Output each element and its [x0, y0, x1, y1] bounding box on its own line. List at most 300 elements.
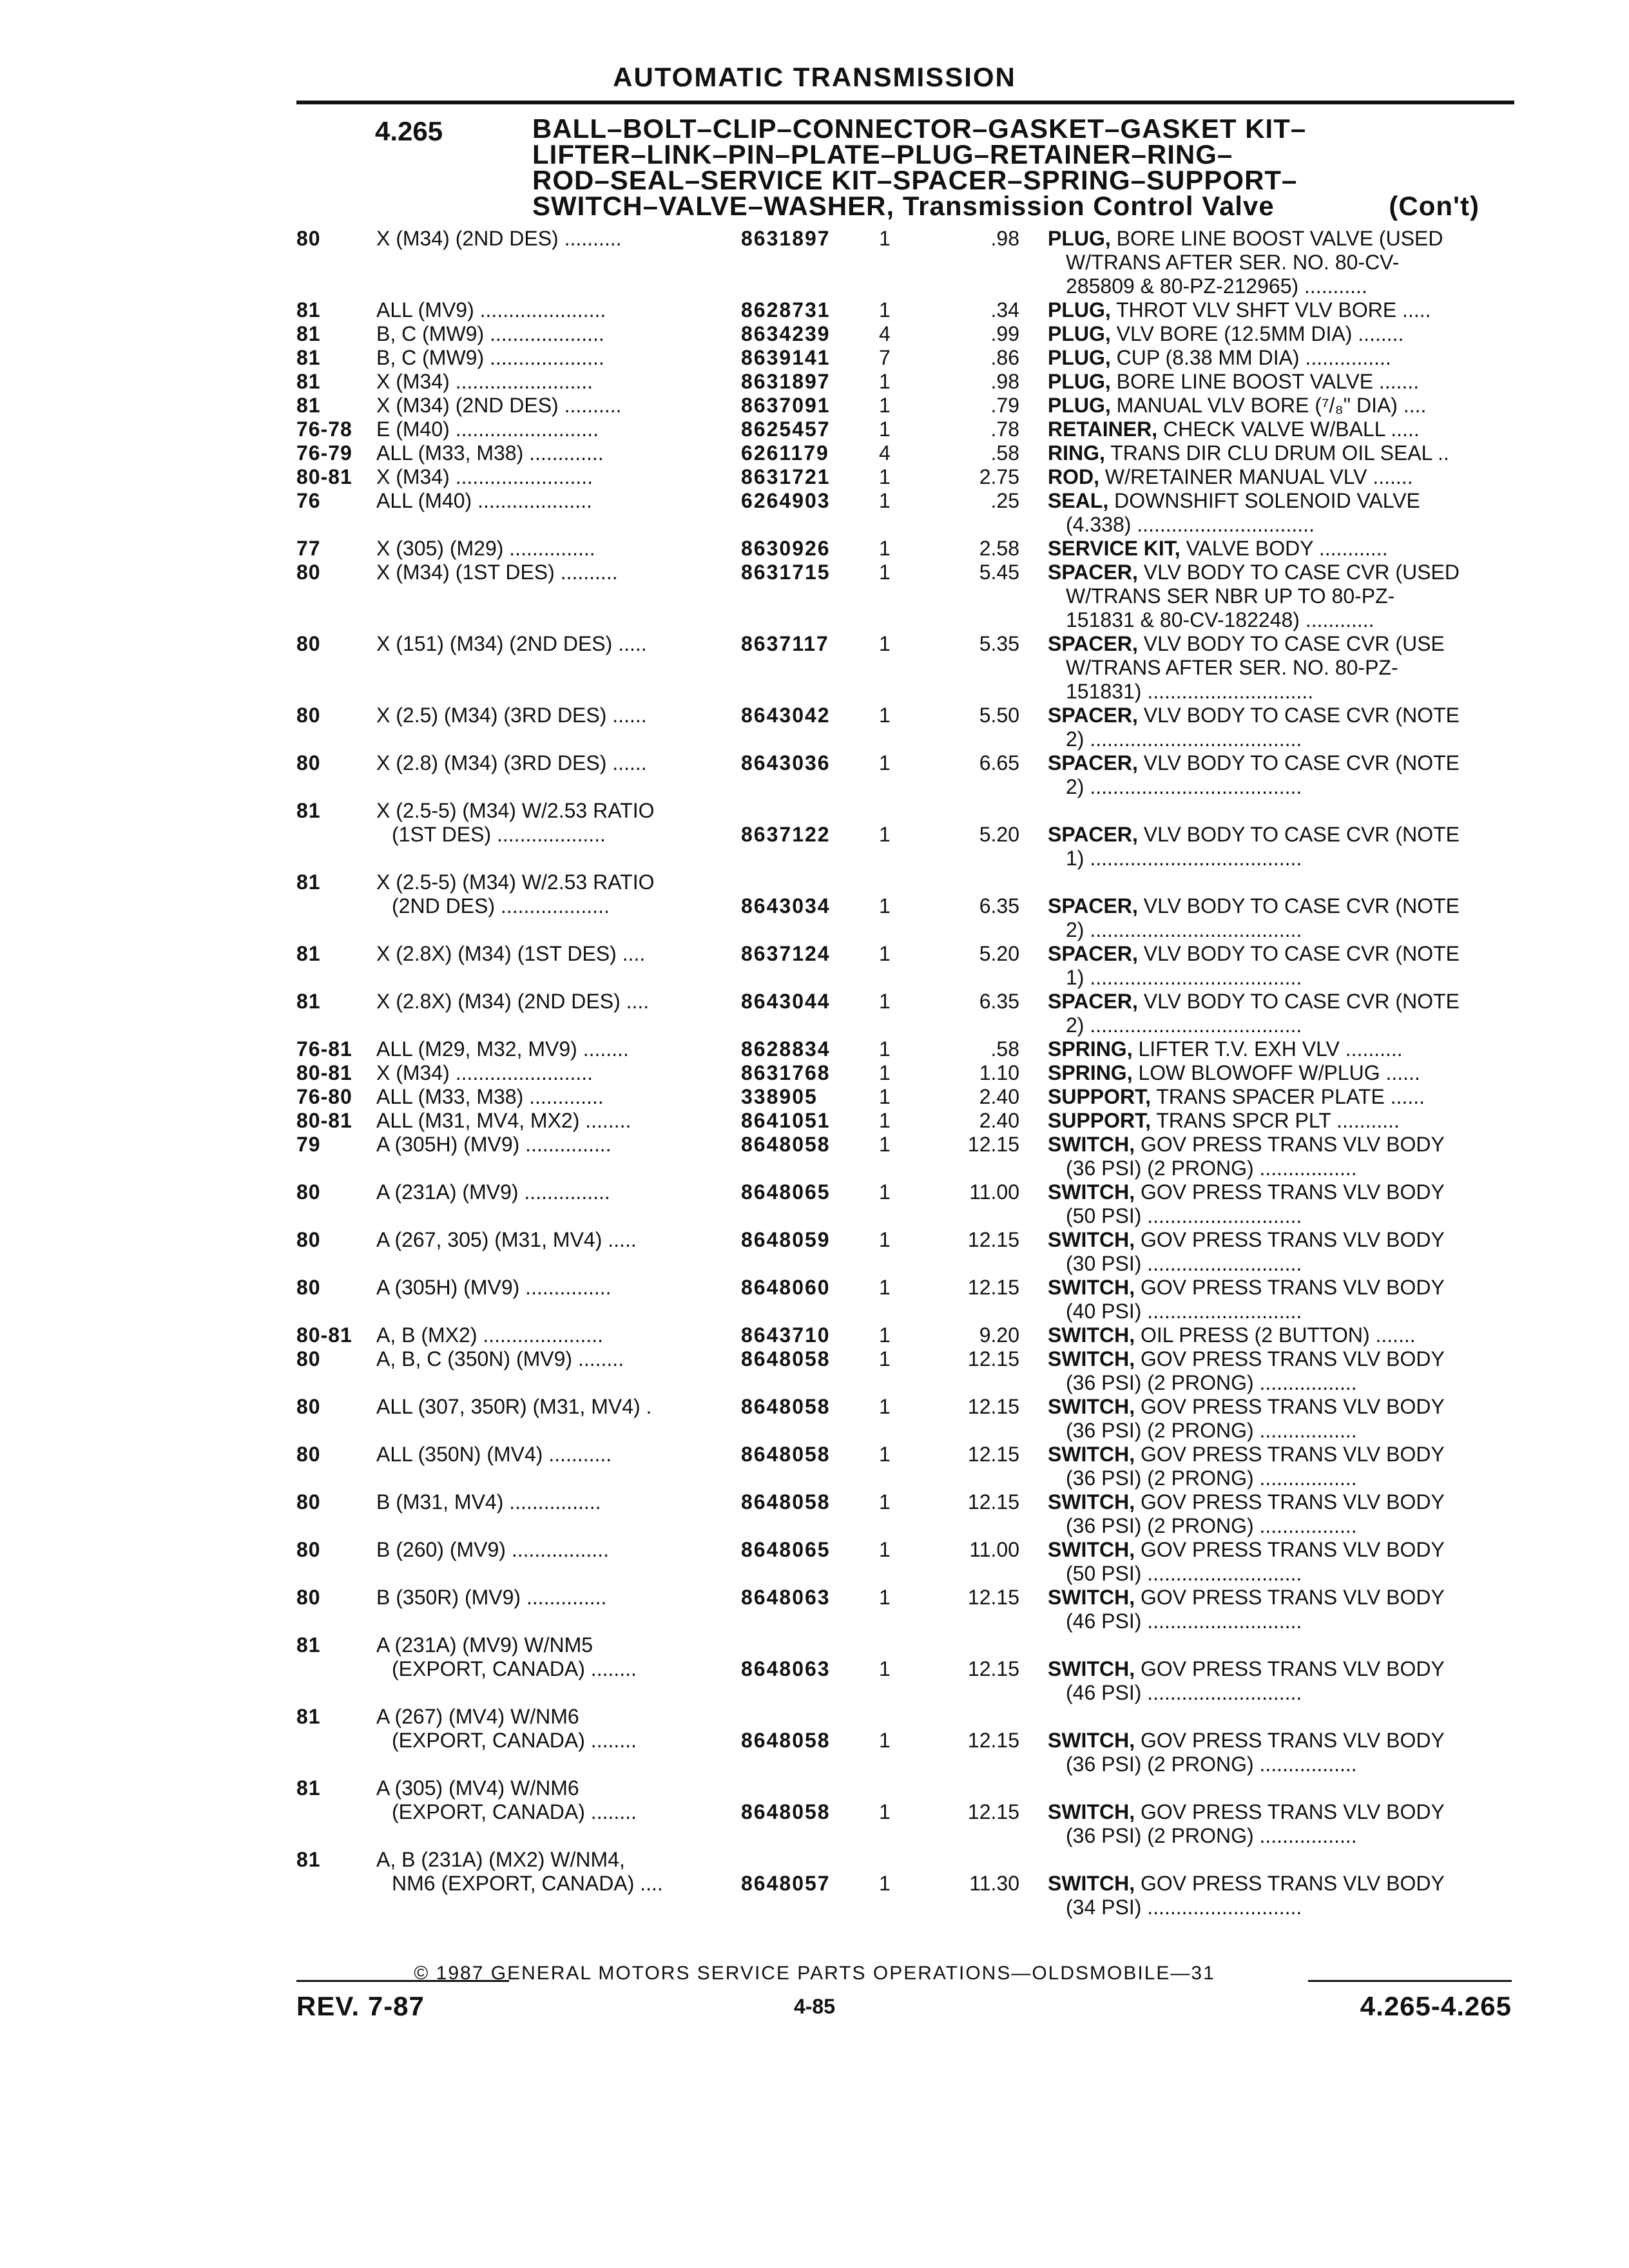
application-line: X (2.5-5) (M34) W/2.53 RATIO — [376, 799, 655, 822]
price: 5.20 — [979, 823, 1019, 846]
application — [376, 1061, 718, 1085]
application-line: (EXPORT, CANADA) ........ — [392, 1729, 637, 1752]
description-text: VLV BODY TO CASE CVR (USED — [1137, 561, 1460, 584]
price: .34 — [990, 298, 1019, 322]
price: 12.15 — [967, 1347, 1019, 1370]
section-title-last-line — [532, 193, 1480, 219]
description-line — [1048, 942, 1512, 966]
description — [1048, 1800, 1512, 1848]
part-name: PLUG, — [1048, 370, 1111, 393]
description-line — [1048, 704, 1512, 727]
application — [376, 561, 718, 584]
model-year: 80 — [296, 1490, 321, 1514]
table-row — [0, 1586, 1629, 1633]
price: 5.50 — [979, 704, 1019, 727]
description-text: GOV PRESS TRANS VLV BODY — [1135, 1657, 1445, 1680]
application-line: B (M31, MV4) ................ — [376, 1490, 601, 1514]
quantity: 1 — [879, 1872, 891, 1895]
description — [1048, 1657, 1512, 1705]
price: 9.20 — [979, 1323, 1019, 1347]
quantity: 1 — [879, 227, 891, 250]
part-name: SWITCH, — [1048, 1395, 1135, 1418]
application-line: X (M34) ........................ — [376, 465, 593, 488]
part-number: 8631897 — [741, 227, 831, 250]
application — [376, 1705, 718, 1753]
model-year: 80-81 — [296, 1061, 352, 1084]
part-number: 8631897 — [741, 370, 831, 393]
part-name: PLUG, — [1048, 394, 1111, 417]
application-line: B, C (MW9) .................... — [376, 346, 604, 369]
description-line — [1048, 1180, 1512, 1204]
model-year: 80 — [296, 1276, 321, 1299]
description-line — [1048, 1872, 1512, 1896]
model-year: 81 — [296, 942, 321, 965]
description-line — [1048, 1490, 1512, 1514]
part-name: SPACER, — [1048, 751, 1138, 774]
page-number: 4-85 — [793, 1995, 836, 2018]
application — [376, 418, 718, 441]
price: 6.35 — [979, 894, 1019, 918]
model-year: 81 — [296, 394, 321, 417]
table-row — [0, 1848, 1629, 1919]
quantity: 1 — [879, 394, 891, 417]
description-line — [1048, 227, 1512, 251]
table-row — [0, 489, 1629, 537]
application-line: ALL (307, 350R) (M31, MV4) . — [376, 1395, 652, 1418]
description-line — [1048, 322, 1512, 346]
description-text: VLV BODY TO CASE CVR (NOTE — [1137, 942, 1460, 965]
description — [1048, 465, 1512, 489]
description-line: (36 PSI) (2 PRONG) ................. — [1066, 1824, 1357, 1847]
model-year: 81 — [296, 370, 321, 393]
description-line — [1048, 441, 1512, 465]
part-name: ROD, — [1048, 465, 1099, 488]
price: .58 — [990, 1037, 1019, 1061]
part-number: 8648065 — [741, 1538, 831, 1561]
application-line: X (2.8) (M34) (3RD DES) ...... — [376, 751, 647, 774]
description-line: (4.338) ............................... — [1066, 513, 1315, 536]
model-year: 79 — [296, 1133, 321, 1156]
part-name: PLUG, — [1048, 322, 1111, 345]
description — [1048, 942, 1512, 990]
quantity: 1 — [879, 1180, 891, 1204]
part-number: 8643710 — [741, 1323, 831, 1347]
model-year: 81 — [296, 1633, 321, 1657]
part-number: 8631768 — [741, 1061, 831, 1084]
model-year: 80-81 — [296, 465, 352, 488]
part-number: 8637117 — [741, 632, 829, 655]
description-text: VLV BODY TO CASE CVR (NOTE — [1137, 894, 1460, 918]
description-line — [1048, 1538, 1512, 1562]
quantity: 1 — [879, 489, 891, 512]
application-line: A (267) (MV4) W/NM6 — [376, 1705, 579, 1728]
quantity: 1 — [879, 1037, 891, 1061]
application-line: X (2.8X) (M34) (1ST DES) .... — [376, 942, 646, 965]
model-year: 80 — [296, 1180, 321, 1204]
quantity: 1 — [879, 990, 891, 1013]
table-row — [0, 632, 1629, 704]
price: .78 — [990, 418, 1019, 441]
description-text: BORE LINE BOOST VALVE (USED — [1110, 227, 1443, 250]
price: 2.58 — [979, 537, 1019, 560]
part-number: 8648058 — [741, 1800, 831, 1823]
part-name: SWITCH, — [1048, 1180, 1135, 1204]
part-number: 8648057 — [741, 1872, 831, 1895]
part-number: 8648058 — [741, 1347, 831, 1370]
table-row — [0, 1276, 1629, 1323]
header-rule — [296, 101, 1514, 104]
application — [376, 1490, 718, 1514]
section-continued: (Con't) — [1389, 191, 1480, 221]
price: .98 — [990, 370, 1019, 393]
description-text: GOV PRESS TRANS VLV BODY — [1135, 1538, 1445, 1561]
quantity: 1 — [879, 1133, 891, 1156]
price: 2.75 — [979, 465, 1019, 488]
description-text: VLV BODY TO CASE CVR (NOTE — [1137, 990, 1460, 1013]
table-row — [0, 1109, 1629, 1133]
description — [1048, 227, 1512, 298]
application-line: B, C (MW9) .................... — [376, 322, 604, 345]
part-number: 8648060 — [741, 1276, 831, 1299]
model-year: 80 — [296, 1347, 321, 1370]
description-line: (30 PSI) ........................... — [1066, 1252, 1302, 1275]
quantity: 1 — [879, 632, 891, 655]
table-row — [0, 441, 1629, 465]
quantity: 1 — [879, 1443, 891, 1466]
quantity: 1 — [879, 1347, 891, 1370]
application — [376, 1395, 718, 1419]
description — [1048, 1323, 1512, 1347]
table-row — [0, 394, 1629, 418]
application — [376, 990, 718, 1014]
table-row — [0, 942, 1629, 990]
description-line: (36 PSI) (2 PRONG) ................. — [1066, 1419, 1357, 1442]
application-line: B (260) (MV9) ................. — [376, 1538, 609, 1561]
section-title — [532, 113, 1480, 221]
part-name: SPACER, — [1048, 704, 1138, 727]
price: .25 — [990, 489, 1019, 512]
description — [1048, 1133, 1512, 1180]
quantity: 1 — [879, 1323, 891, 1347]
model-year: 81 — [296, 346, 321, 369]
part-number: 8639141 — [741, 346, 831, 369]
table-row — [0, 418, 1629, 441]
part-number: 8625457 — [741, 418, 831, 441]
description-text: CUP (8.38 MM DIA) ............... — [1110, 346, 1391, 369]
price: 6.35 — [979, 990, 1019, 1013]
table-row — [0, 1633, 1629, 1705]
part-name: SPACER, — [1048, 990, 1138, 1013]
price: 11.00 — [969, 1538, 1019, 1561]
part-number: 8634239 — [741, 322, 831, 345]
part-name: SEAL, — [1048, 489, 1109, 512]
table-row — [0, 537, 1629, 561]
table-row — [0, 322, 1629, 346]
application-line: ALL (M33, M38) ............. — [376, 441, 604, 465]
application — [376, 394, 718, 418]
description — [1048, 394, 1512, 418]
table-row — [0, 465, 1629, 489]
application-line: X (M34) (2ND DES) .......... — [376, 227, 622, 250]
quantity: 4 — [879, 441, 891, 465]
application-line: A (267, 305) (M31, MV4) ..... — [376, 1228, 637, 1251]
quantity: 1 — [879, 1586, 891, 1609]
application — [376, 1276, 718, 1300]
model-year: 76-80 — [296, 1085, 352, 1108]
parts-list — [0, 227, 1629, 1919]
description-text: MANUAL VLV BORE (⁷/₈" DIA) .... — [1110, 394, 1427, 417]
model-year: 80-81 — [296, 1109, 352, 1132]
description-line — [1048, 1586, 1512, 1610]
description-line — [1048, 465, 1512, 489]
application-line: ALL (350N) (MV4) ........... — [376, 1443, 612, 1466]
application — [376, 1347, 718, 1371]
description-line — [1048, 370, 1512, 394]
description-text: GOV PRESS TRANS VLV BODY — [1135, 1228, 1445, 1251]
description-line: W/TRANS SER NBR UP TO 80-PZ- — [1066, 584, 1395, 608]
part-number: 8643036 — [741, 751, 831, 774]
model-year: 76 — [296, 489, 321, 512]
application-line: A, B (MX2) ..................... — [376, 1323, 604, 1347]
application-line: A, B, C (350N) (MV9) ........ — [376, 1347, 624, 1370]
model-year: 76-81 — [296, 1037, 352, 1061]
quantity: 1 — [879, 537, 891, 560]
model-year: 80 — [296, 1395, 321, 1418]
description — [1048, 346, 1512, 370]
part-number: 8648065 — [741, 1180, 831, 1204]
description-line: (36 PSI) (2 PRONG) ................. — [1066, 1466, 1357, 1490]
table-row — [0, 370, 1629, 394]
part-name: SPACER, — [1048, 894, 1138, 918]
application — [376, 1109, 718, 1133]
price: .86 — [990, 346, 1019, 369]
description-text: GOV PRESS TRANS VLV BODY — [1135, 1395, 1445, 1418]
description-text: GOV PRESS TRANS VLV BODY — [1135, 1800, 1445, 1823]
quantity: 1 — [879, 751, 891, 774]
application-line: ALL (MV9) ...................... — [376, 298, 606, 322]
quantity: 1 — [879, 1800, 891, 1823]
description-line — [1048, 489, 1512, 513]
quantity: 1 — [879, 1657, 891, 1680]
part-number: 6261179 — [741, 441, 829, 465]
section-range: 4.265-4.265 — [1360, 1991, 1512, 2021]
description — [1048, 1061, 1512, 1085]
description-text: GOV PRESS TRANS VLV BODY — [1135, 1443, 1445, 1466]
quantity: 1 — [879, 465, 891, 488]
description — [1048, 990, 1512, 1037]
description — [1048, 1729, 1512, 1776]
part-number: 8637091 — [741, 394, 831, 417]
application — [376, 870, 718, 918]
application — [376, 1133, 718, 1157]
part-number: 8643044 — [741, 990, 831, 1013]
description-line — [1048, 394, 1512, 418]
description-text: BORE LINE BOOST VALVE ....... — [1110, 370, 1420, 393]
table-row — [0, 1776, 1629, 1848]
part-name: SUPPORT, — [1048, 1109, 1152, 1132]
application — [376, 942, 718, 966]
quantity: 1 — [879, 1085, 891, 1108]
part-name: SUPPORT, — [1048, 1085, 1152, 1108]
price: 12.15 — [967, 1729, 1019, 1752]
description-line: (46 PSI) ........................... — [1066, 1610, 1302, 1633]
application-line: ALL (M33, M38) ............. — [376, 1085, 604, 1108]
description-line: (50 PSI) ........................... — [1066, 1204, 1302, 1227]
description-line — [1048, 1347, 1512, 1371]
description-text: GOV PRESS TRANS VLV BODY — [1135, 1729, 1445, 1752]
description — [1048, 1037, 1512, 1061]
description — [1048, 1180, 1512, 1228]
part-name: SERVICE KIT, — [1048, 537, 1181, 560]
description — [1048, 322, 1512, 346]
description-line: (50 PSI) ........................... — [1066, 1562, 1302, 1585]
application-line: X (151) (M34) (2ND DES) ..... — [376, 632, 647, 655]
application-line: (1ST DES) ................... — [392, 823, 606, 846]
part-number: 8641051 — [741, 1109, 831, 1132]
application-line: X (2.5) (M34) (3RD DES) ...... — [376, 704, 647, 727]
description-line — [1048, 1276, 1512, 1300]
section-title-line: BALL–BOLT–CLIP–CONNECTOR–GASKET–GASKET KIT– — [532, 113, 1307, 144]
part-name: SWITCH, — [1048, 1443, 1135, 1466]
description — [1048, 561, 1512, 632]
application-line: NM6 (EXPORT, CANADA) .... — [392, 1872, 663, 1895]
running-head: AUTOMATIC TRANSMISSION — [613, 62, 1016, 92]
description-line: (46 PSI) ........................... — [1066, 1681, 1302, 1704]
part-number: 8631721 — [741, 465, 831, 488]
description-line: 2) ..................................... — [1066, 727, 1302, 751]
application-line: (EXPORT, CANADA) ........ — [392, 1657, 637, 1680]
description-line — [1048, 1109, 1512, 1133]
table-row — [0, 751, 1629, 799]
part-name: SWITCH, — [1048, 1657, 1135, 1680]
price: .99 — [990, 322, 1019, 345]
description-text: TRANS SPCR PLT ........... — [1151, 1109, 1400, 1132]
table-row — [0, 870, 1629, 942]
table-row — [0, 1490, 1629, 1538]
description — [1048, 894, 1512, 942]
price: .58 — [990, 441, 1019, 465]
part-name: SWITCH, — [1048, 1586, 1135, 1609]
price: 1.10 — [979, 1061, 1019, 1084]
description-line — [1048, 1037, 1512, 1061]
quantity: 7 — [879, 346, 891, 369]
description-text: GOV PRESS TRANS VLV BODY — [1135, 1133, 1445, 1156]
price: 12.15 — [967, 1443, 1019, 1466]
description-text: TRANS SPACER PLATE ...... — [1151, 1085, 1425, 1108]
table-row — [0, 227, 1629, 298]
description — [1048, 1538, 1512, 1586]
description-line: (34 PSI) ........................... — [1066, 1896, 1302, 1919]
quantity: 1 — [879, 418, 891, 441]
part-name: SWITCH, — [1048, 1133, 1135, 1156]
part-number: 8648058 — [741, 1133, 831, 1156]
description-text: VLV BODY TO CASE CVR (NOTE — [1137, 704, 1460, 727]
application — [376, 298, 718, 322]
description-text: OIL PRESS (2 BUTTON) ....... — [1135, 1323, 1416, 1347]
description — [1048, 1586, 1512, 1633]
quantity: 1 — [879, 1276, 891, 1299]
part-number: 8631715 — [741, 561, 831, 584]
description-line — [1048, 632, 1512, 656]
application-line: A (305H) (MV9) ............... — [376, 1133, 612, 1156]
description-text: TRANS DIR CLU DRUM OIL SEAL .. — [1104, 441, 1449, 465]
part-number: 8643034 — [741, 894, 831, 918]
application — [376, 1228, 718, 1252]
application — [376, 441, 718, 465]
part-name: SWITCH, — [1048, 1347, 1135, 1370]
description — [1048, 1872, 1512, 1919]
quantity: 1 — [879, 1109, 891, 1132]
part-name: PLUG, — [1048, 298, 1111, 322]
description-line: 151831 & 80-CV-182248) ............ — [1066, 608, 1374, 631]
section-title-line: LIFTER–LINK–PIN–PLATE–PLUG–RETAINER–RING– — [532, 139, 1233, 169]
application — [376, 1586, 718, 1610]
price: 12.15 — [967, 1228, 1019, 1251]
description-line — [1048, 346, 1512, 370]
application — [376, 489, 718, 513]
model-year: 80 — [296, 1443, 321, 1466]
part-number: 8628731 — [741, 298, 831, 322]
description — [1048, 441, 1512, 465]
description-line: W/TRANS AFTER SER. NO. 80-CV- — [1066, 251, 1400, 274]
application-line: A (231A) (MV9) ............... — [376, 1180, 610, 1204]
model-year: 80 — [296, 227, 321, 250]
part-name: RETAINER, — [1048, 418, 1158, 441]
application — [376, 1323, 718, 1347]
model-year: 81 — [296, 870, 321, 894]
description-line: (36 PSI) (2 PRONG) ................. — [1066, 1753, 1357, 1776]
description — [1048, 298, 1512, 322]
description-text: GOV PRESS TRANS VLV BODY — [1135, 1490, 1445, 1514]
revision-label: REV. 7-87 — [296, 1991, 425, 2021]
description-line — [1048, 1085, 1512, 1109]
application — [376, 1037, 718, 1061]
quantity: 1 — [879, 1538, 891, 1561]
description-line — [1048, 1729, 1512, 1753]
application-line: X (305) (M29) ............... — [376, 537, 595, 560]
part-number: 8637124 — [741, 942, 831, 965]
table-row — [0, 1443, 1629, 1490]
part-name: SWITCH, — [1048, 1872, 1135, 1895]
price: 12.15 — [967, 1276, 1019, 1299]
application-line: (EXPORT, CANADA) ........ — [392, 1800, 637, 1823]
application — [376, 1085, 718, 1109]
price: 11.00 — [969, 1180, 1019, 1204]
part-name: SWITCH, — [1048, 1538, 1135, 1561]
description — [1048, 632, 1512, 704]
description-text: DOWNSHIFT SOLENOID VALVE — [1108, 489, 1420, 512]
part-number: 8648058 — [741, 1395, 831, 1418]
price: 2.40 — [979, 1109, 1019, 1132]
description-line — [1048, 561, 1512, 584]
model-year: 76-78 — [296, 418, 352, 441]
description — [1048, 1347, 1512, 1395]
description-line — [1048, 1323, 1512, 1347]
part-name: SWITCH, — [1048, 1729, 1135, 1752]
part-number: 8648059 — [741, 1228, 831, 1251]
price: 6.65 — [979, 751, 1019, 774]
part-number: 8648058 — [741, 1490, 831, 1514]
part-name: SWITCH, — [1048, 1228, 1135, 1251]
description — [1048, 823, 1512, 870]
application — [376, 537, 718, 561]
quantity: 1 — [879, 942, 891, 965]
quantity: 1 — [879, 1061, 891, 1084]
description-text: GOV PRESS TRANS VLV BODY — [1135, 1586, 1445, 1609]
table-row — [0, 1323, 1629, 1347]
application-line: X (M34) (2ND DES) .......... — [376, 394, 622, 417]
description-line: 285809 & 80-PZ-212965) ........... — [1066, 274, 1367, 298]
